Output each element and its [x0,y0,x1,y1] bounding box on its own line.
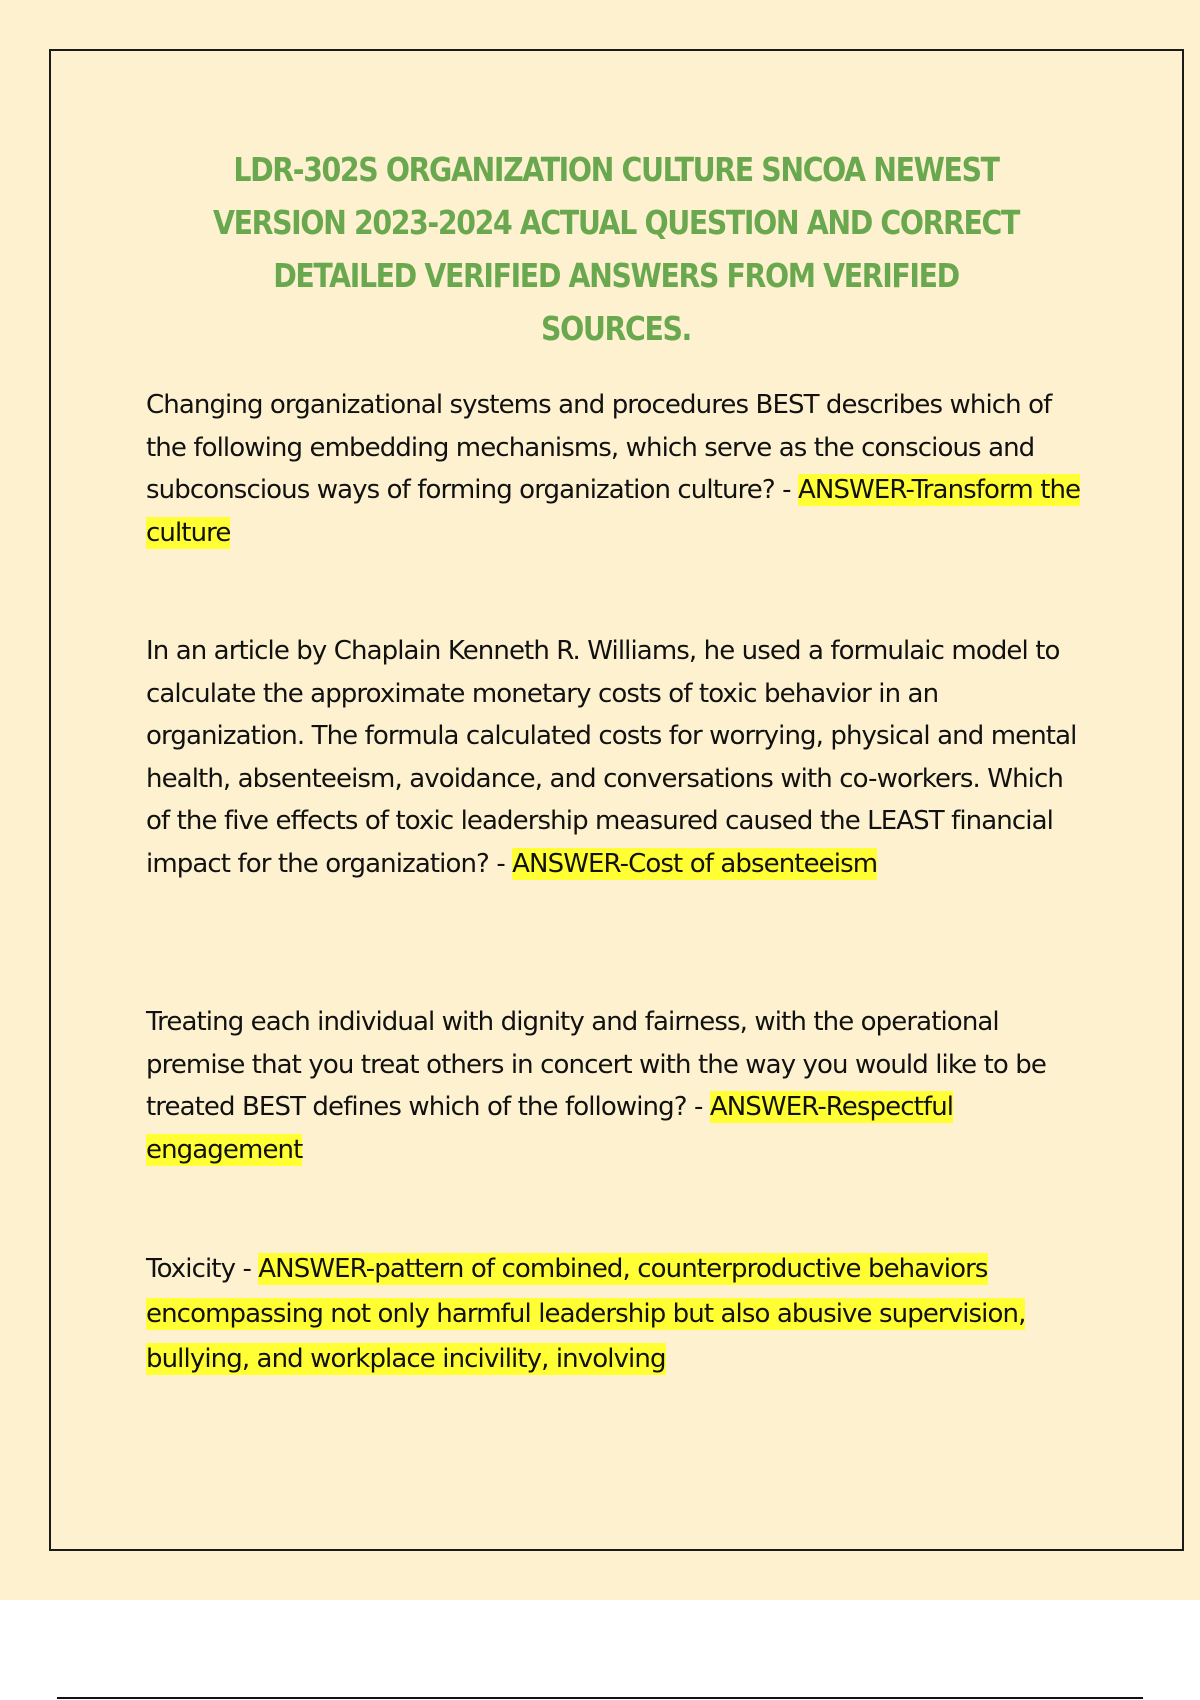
answer-highlight: ANSWER-Cost of absenteeism [512,848,878,879]
page-divider [57,1697,1143,1699]
qa-item-1 [146,384,1092,554]
answer-highlight: ANSWER-Transform the culture [146,475,1081,548]
document-title: LDR-302S ORGANIZATION CULTURE SNCOA NEWEST VERSION 2023-2024 ACTUAL QUESTION AND CORRECT DETAILED VERIFIED ANSWERS FROM VERIFIED SOURCES. [212,150,1019,348]
qa-item-3 [146,1001,1092,1171]
question-text: Toxicity - [146,1254,259,1284]
question-text: In an article by Chaplain Kenneth R. Williams, he used a formulaic model to calculate the approximate monetary costs of toxic behavior in an organization. The formula calculated costs for worrying, physical and mental health, absenteeism, avoidance, and conversations with co-workers. Which of the five effects of toxic leadership measured caused the LEAST financial impact for the organization? - [146,636,1077,879]
answer-highlight: ANSWER-pattern of combined, counterproductive behaviors encompassing not only harmful leadership but also abusive supervision, bullying, and workplace incivility, involving [146,1254,1026,1374]
qa-item-2 [146,630,1092,885]
answer-highlight: ANSWER-Respectful engagement [146,1092,954,1165]
question-text: Treating each individual with dignity and fairness, with the operational premise that you treat others in concert with the way you would like to be treated BEST defines which of the following? - [146,1007,1046,1122]
qa-item-4 [146,1247,1092,1382]
question-text: Changing organizational systems and procedures BEST describes which of the following embedding mechanisms, which serve as the conscious and subconscious ways of forming organization culture? - [146,390,1052,505]
